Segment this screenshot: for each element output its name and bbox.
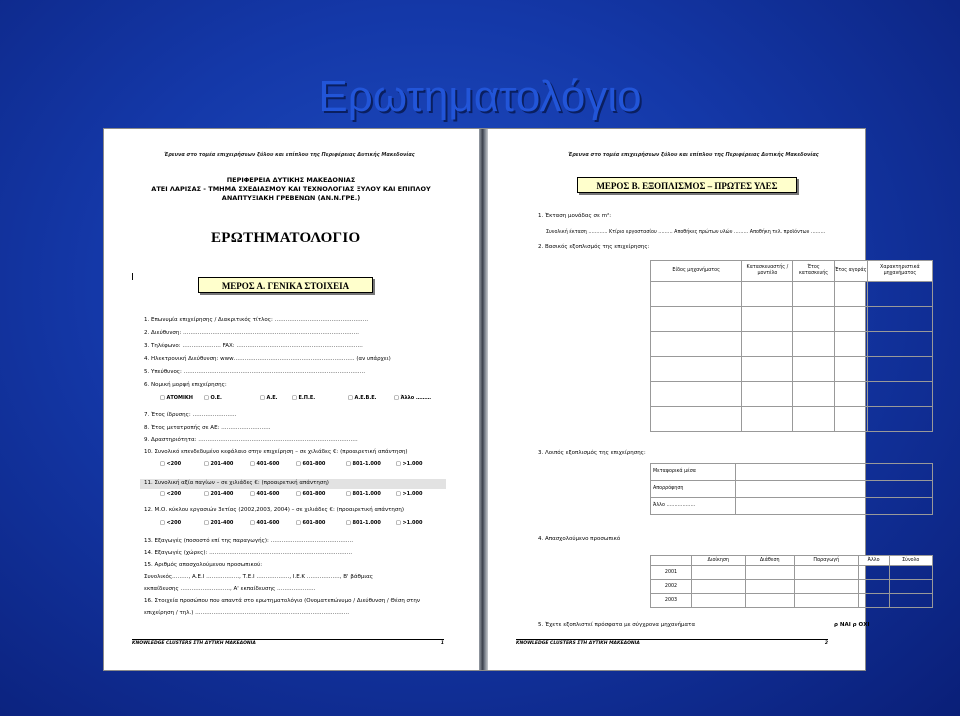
option: □ 801-1.000	[346, 520, 381, 526]
table-cell[interactable]	[794, 594, 858, 608]
question-15-detail: εκπαίδευσης ………………………, Α' εκπαίδευσης …………………	[144, 586, 316, 592]
row-label: Απορρόφηση	[651, 481, 736, 498]
option: □ <200	[160, 520, 182, 526]
table-cell[interactable]	[651, 407, 742, 432]
slide-title: Ερωτηματολόγιο	[318, 72, 642, 121]
question-5-options: ρ ΝΑΙ ρ ΟΧΙ	[834, 622, 870, 628]
table-header: Διοίκηση	[692, 556, 746, 566]
table-cell[interactable]	[867, 357, 932, 382]
question-8: 8. Έτος μετατροπής σε ΑΕ: ………………………	[144, 425, 271, 431]
org-line: ΠΕΡΙΦΕΡΕΙΑ ΔΥΤΙΚΗΣ ΜΑΚΕΔΟΝΙΑΣ	[226, 176, 356, 184]
option: □ >1.000	[396, 520, 423, 526]
table-cell[interactable]	[834, 382, 867, 407]
table-header: Έτος κατασκευής	[793, 261, 834, 282]
option: □ 601-800	[296, 461, 326, 467]
document-title: ΕΡΩΤΗΜΑΤΟΛΟΓΙΟ	[211, 230, 361, 246]
range-options	[160, 461, 422, 468]
footer-text: KNOWLEDGE CLUSTERS ΣΤΗ ΔΥΤΙΚΗ ΜΑΚΕΔΟΝΙΑ	[132, 641, 256, 646]
option: □ 201-400	[204, 491, 234, 497]
page-number: 2	[824, 641, 828, 646]
question-4: 4. Ηλεκτρονική Διεύθυνση: www………………………………………………………… (αν υπάρχει)	[144, 356, 391, 362]
row-label: Μεταφορικά μέσα	[651, 464, 736, 481]
range-options	[160, 491, 422, 498]
question-5: 5. Υπεύθυνος: ………………………………………………………………………………………	[144, 369, 366, 375]
table-header: Είδος μηχανήματος	[651, 261, 742, 282]
row-label: Άλλο ………………	[651, 498, 736, 515]
table-cell[interactable]	[793, 332, 834, 357]
questionnaire-scan	[103, 128, 920, 671]
option: □ <200	[160, 461, 182, 467]
page-binding	[479, 129, 488, 670]
org-line: ΑΤΕΙ ΛΑΡΙΣΑΣ - ΤΜΗΜΑ ΣΧΕΔΙΑΣΜΟΥ ΚΑΙ ΤΕΧΝΟΛΟΓΙΑΣ ΞΥΛΟΥ ΚΑΙ ΕΠΙΠΛΟΥ	[151, 185, 431, 193]
option: □ 801-1.000	[346, 461, 381, 467]
option: □ 601-800	[296, 520, 326, 526]
table-cell[interactable]	[834, 332, 867, 357]
table-cell[interactable]	[794, 566, 858, 580]
range-options	[160, 520, 422, 527]
part-b-heading: ΜΕΡΟΣ Β. ΕΞΟΠΛΙΣΜΟΣ – ΠΡΩΤΕΣ ΥΛΕΣ	[577, 177, 797, 193]
table-cell[interactable]	[793, 282, 834, 307]
option: □ >1.000	[396, 461, 423, 467]
question-11: 11. Συνολική αξία παγίων – σε χιλιάδες €: (προαιρετική απάντηση)	[144, 480, 329, 486]
table-row	[651, 307, 933, 332]
question-4: 4. Απασχολούμενο προσωπικό	[538, 536, 621, 542]
page-header: Έρευνα στο τομέα επιχειρήσεων ξύλου και επίπλου της Περιφέρειας Δυτικής Μακεδονίας	[164, 152, 415, 158]
option: □ Α.Ε.Β.Ε.	[348, 395, 377, 401]
table-cell[interactable]	[793, 307, 834, 332]
table-cell[interactable]	[889, 580, 932, 594]
table-header: Έτος αγοράς	[834, 261, 867, 282]
table-cell[interactable]	[742, 382, 793, 407]
option: □ Α.Ε.	[260, 395, 278, 401]
option: □ Ο.Ε.	[204, 395, 222, 401]
table-header: Χαρακτηριστικά μηχανήματος	[867, 261, 932, 282]
table-cell[interactable]	[692, 594, 746, 608]
option: □ 201-400	[204, 520, 234, 526]
margin-marker: I	[131, 272, 134, 283]
table-cell[interactable]	[692, 566, 746, 580]
table-header: Κατασκευαστής / μοντέλο	[742, 261, 793, 282]
table-cell[interactable]	[794, 580, 858, 594]
table-header: Σύνολο	[889, 556, 932, 566]
table-row	[651, 498, 933, 515]
table-cell[interactable]	[858, 580, 889, 594]
table-cell[interactable]	[889, 566, 932, 580]
question-3: 3. Τηλέφωνο: ………………… FAX: ……………………………………………………………	[144, 343, 363, 349]
table-cell[interactable]	[742, 307, 793, 332]
question-14: 14. Εξαγωγές (χώρες): ……………………………………………………………………	[144, 550, 353, 556]
table-cell[interactable]	[736, 498, 933, 515]
table-cell[interactable]	[736, 464, 933, 481]
part-a-heading: ΜΕΡΟΣ Α. ΓΕΝΙΚΑ ΣΤΟΙΧΕΙΑ	[198, 277, 373, 293]
page-left	[104, 129, 479, 670]
staff-table	[650, 555, 933, 608]
option: □ 401-600	[250, 461, 280, 467]
option: □ >1.000	[396, 491, 423, 497]
question-6: 6. Νομική μορφή επιχείρησης:	[144, 382, 227, 388]
table-cell[interactable]	[692, 580, 746, 594]
table-cell[interactable]	[745, 566, 794, 580]
other-equipment-table	[650, 463, 933, 515]
table-row	[651, 481, 933, 498]
question-9: 9. Δραστηριότητα: ……………………………………………………………………………	[144, 437, 358, 443]
table-cell[interactable]	[867, 382, 932, 407]
question-16: 16. Στοιχεία προσώπου που απαντά στο ερωτηματολόγιο (Ονοματεπώνυμο / Διεύθυνση / Θέση στην	[144, 598, 420, 604]
table-cell[interactable]	[793, 407, 834, 432]
table-cell[interactable]	[742, 282, 793, 307]
question-2: 2. Διεύθυνση: ……………………………………………………………………………………	[144, 330, 359, 336]
table-cell[interactable]	[867, 407, 932, 432]
table-row	[651, 282, 933, 307]
option: □ 201-400	[204, 461, 234, 467]
table-cell[interactable]	[742, 332, 793, 357]
option: □ Άλλο ………	[394, 395, 431, 401]
org-line: ΑΝΑΠΤΥΞΙΑΚΗ ΓΡΕΒΕΝΩΝ (ΑΝ.Ν.ΓΡΕ.)	[221, 194, 361, 202]
table-row	[651, 407, 933, 432]
table-header	[651, 556, 692, 566]
table-row	[651, 464, 933, 481]
table-header: Διάθεση	[745, 556, 794, 566]
table-cell[interactable]	[834, 282, 867, 307]
table-cell[interactable]	[793, 382, 834, 407]
footer-text: KNOWLEDGE CLUSTERS ΣΤΗ ΔΥΤΙΚΗ ΜΑΚΕΔΟΝΙΑ	[516, 641, 640, 646]
table-cell[interactable]	[651, 332, 742, 357]
option: □ 401-600	[250, 520, 280, 526]
table-cell[interactable]	[651, 307, 742, 332]
table-cell[interactable]	[867, 282, 932, 307]
option: □ Ε.Π.Ε.	[292, 395, 316, 401]
question-12: 12. Μ.Ο. κύκλου εργασιών 3ετίας (2002,2003, 2004) – σε χιλιάδες €: (προαιρετική απάντηση)	[144, 507, 405, 513]
table-cell[interactable]	[834, 357, 867, 382]
table-row	[651, 594, 933, 608]
table-cell[interactable]	[651, 382, 742, 407]
table-cell[interactable]	[651, 282, 742, 307]
table-row	[651, 566, 933, 580]
table-cell[interactable]	[745, 580, 794, 594]
question-15-detail: Συνολικός………, Α.Ε.Ι ………………, Τ.Ε.Ι ………………, Ι.Ε.Κ ………………, Β' βάθμιας	[144, 574, 374, 580]
table-cell[interactable]	[834, 407, 867, 432]
year-label: 2002	[651, 580, 692, 594]
equipment-table	[650, 260, 933, 432]
legal-form-options	[160, 395, 431, 402]
year-label: 2001	[651, 566, 692, 580]
question-10: 10. Συνολικό επενδεδυμένο κεφάλαιο στην επιχείρηση – σε χιλιάδες €: (προαιρετική απάντηση)	[144, 449, 408, 455]
table-header: Άλλο	[858, 556, 889, 566]
table-cell[interactable]	[745, 594, 794, 608]
table-cell[interactable]	[858, 566, 889, 580]
question-16-detail: επιχείρηση / τηλ.) …………………………………………………………………………	[144, 610, 350, 616]
question-1-detail: Συνολική έκταση ………… Κτίριο εργοστασίου ……… Αποθήκες πρώτων υλών ……… Αποθήκη τελ. προϊόντων ………	[546, 230, 826, 235]
table-row	[651, 382, 933, 407]
table-cell[interactable]	[867, 332, 932, 357]
table-row	[651, 332, 933, 357]
page-right	[488, 129, 920, 670]
table-cell[interactable]	[834, 307, 867, 332]
question-2: 2. Βασικός εξοπλισμός της επιχείρησης:	[538, 244, 650, 250]
table-cell[interactable]	[736, 481, 933, 498]
question-1: 1. Επωνυμία επιχείρησης / Διακριτικός τίτλος: ……………………………………………	[144, 317, 369, 323]
question-5: 5. Έχετε εξοπλιστεί πρόσφατα με σύγχρονα μηχανήματα	[538, 622, 696, 628]
table-cell[interactable]	[742, 407, 793, 432]
page-footer	[132, 639, 444, 646]
table-header: Παραγωγή	[794, 556, 858, 566]
table-row	[651, 357, 933, 382]
option: □ ΑΤΟΜΙΚΗ	[160, 395, 193, 401]
table-cell[interactable]	[867, 307, 932, 332]
question-1: 1. Έκταση μονάδας σε m²:	[538, 213, 612, 219]
year-label: 2003	[651, 594, 692, 608]
page-number: 1	[440, 641, 444, 646]
option: □ 401-600	[250, 491, 280, 497]
question-3: 3. Λοιπός εξοπλισμός της επιχείρησης:	[538, 450, 646, 456]
question-13: 13. Εξαγωγές (ποσοστό επί της παραγωγής): ………………………………………	[144, 538, 354, 544]
table-cell[interactable]	[793, 357, 834, 382]
question-15: 15. Αριθμός απασχολούμενου προσωπικού:	[144, 562, 263, 568]
option: □ 601-800	[296, 491, 326, 497]
table-cell[interactable]	[651, 357, 742, 382]
option: □ 801-1.000	[346, 491, 381, 497]
table-cell[interactable]	[742, 357, 793, 382]
page-header: Έρευνα στο τομέα επιχειρήσεων ξύλου και επίπλου της Περιφέρειας Δυτικής Μακεδονίας	[568, 152, 819, 158]
option: □ <200	[160, 491, 182, 497]
table-cell[interactable]	[858, 594, 889, 608]
table-row	[651, 580, 933, 594]
table-cell[interactable]	[889, 594, 932, 608]
question-7: 7. Έτος ίδρυσης: ……………………	[144, 412, 237, 418]
page-footer	[516, 639, 828, 646]
